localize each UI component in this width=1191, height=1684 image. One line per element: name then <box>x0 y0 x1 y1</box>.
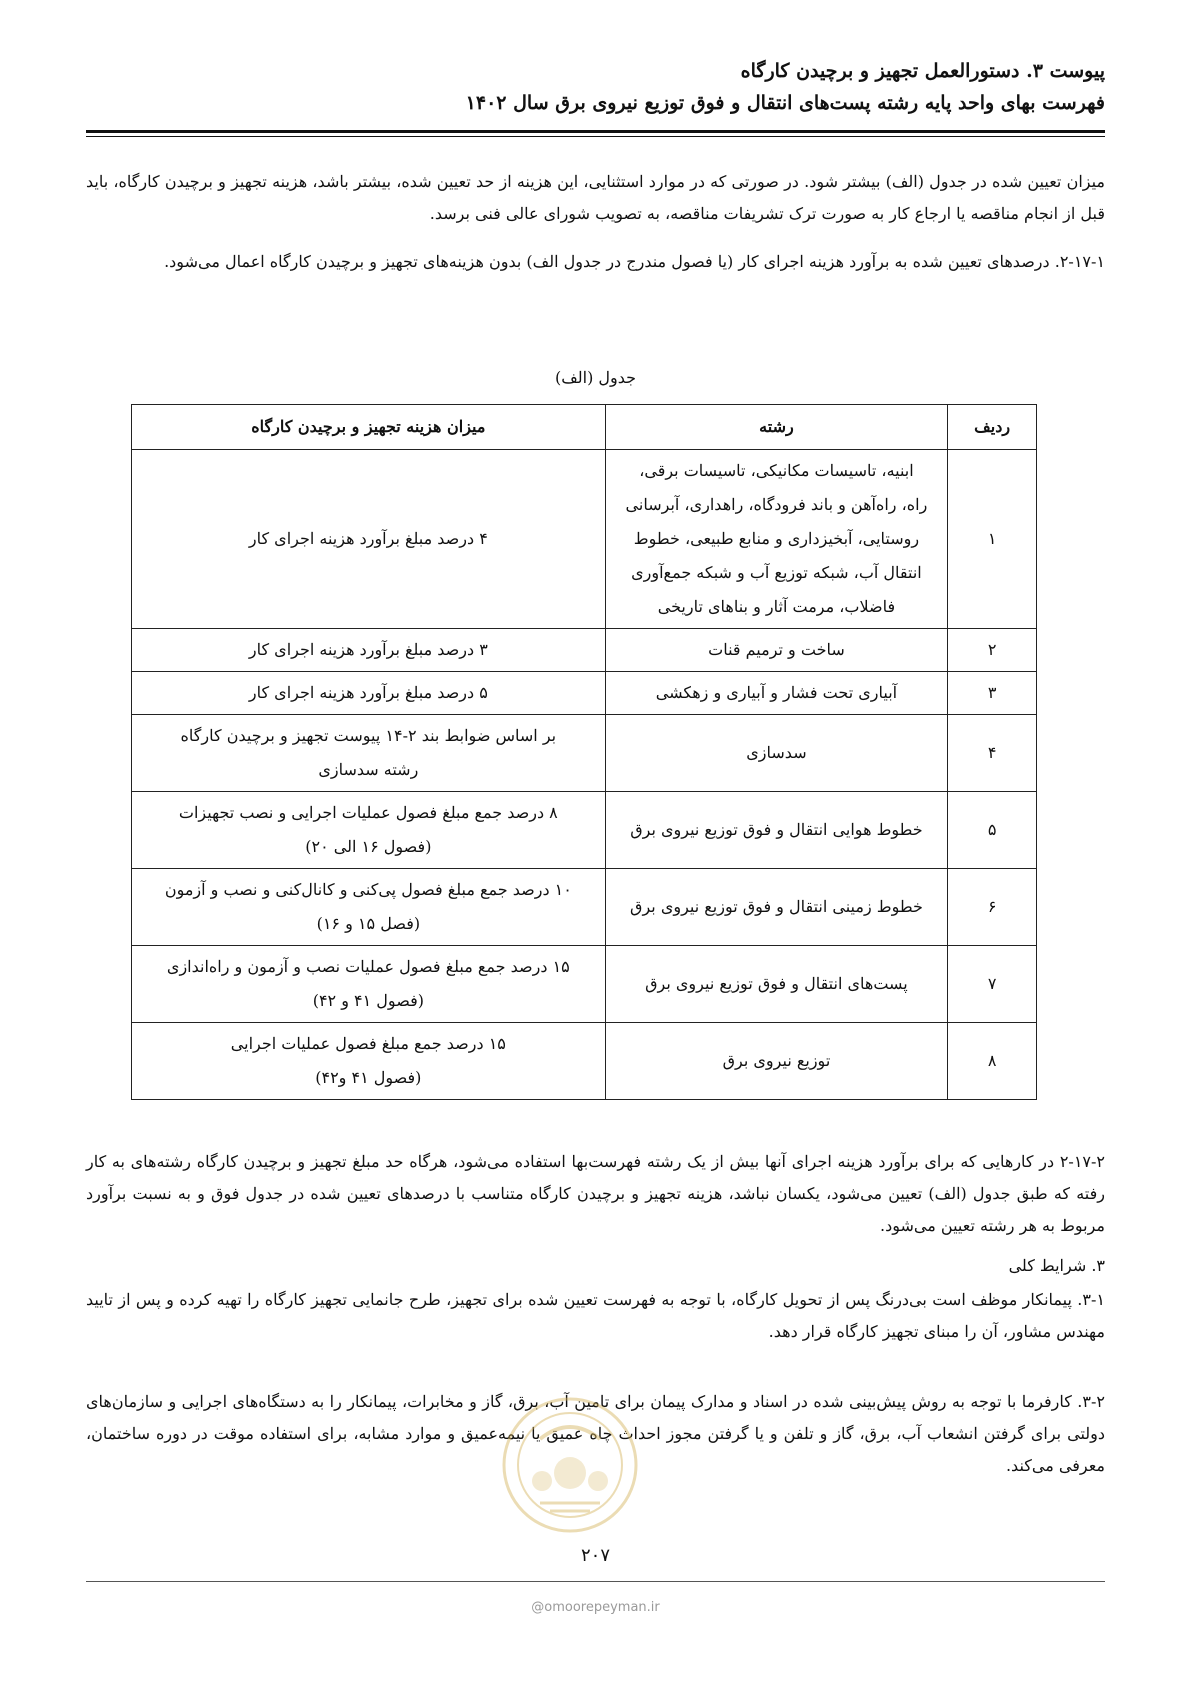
table-row <box>132 869 1037 946</box>
row-number-cell: ۷ <box>948 946 1037 1023</box>
cost-line: (فصول ۴۱ و ۴۲) <box>312 991 424 1010</box>
cost-cell <box>132 450 606 629</box>
cost-line: ۵ درصد مبلغ برآورد هزینه اجرای کار <box>248 683 488 702</box>
field-line: روستایی، آبخیزداری و منابع طبیعی، خطوط <box>633 529 920 548</box>
header-rule-thick <box>86 130 1105 133</box>
cost-line: ۱۰ درصد جمع مبلغ فصول پی‌کنی و کانال‌کنی و نصب و آزمون <box>164 880 572 899</box>
seal-stamp-icon <box>500 1395 640 1535</box>
header-title: پیوست ۳. دستورالعمل تجهیز و برچیدن کارگاه <box>740 60 1105 82</box>
page-number: ۲۰۷ <box>580 1545 610 1566</box>
field-line: توزیع نیروی برق <box>722 1051 831 1070</box>
paragraph-2-17-2: ۲-۱۷-۲ در کارهایی که برای برآورد هزینه اجرای آنها بیش از یک رشته فهرست‌بها استفاده می‌شود، هرگاه حد مبلغ تجهیز و برچیدن کارگاه رشته‌های به کار رفته که طبق جدول (الف) تعیین می‌شود، یکسان نباشد، هزینه تجهیز و برچیدن کارگاه متناسب با درصدهای تعیین شده در جدول فوق و به نسبت برآورد مربوط به هر رشته تعیین می‌شود. <box>86 1152 1105 1235</box>
header-cost: میزان هزینه تجهیز و برچیدن کارگاه <box>132 405 606 450</box>
cost-line: رشته سدسازی <box>318 760 419 779</box>
cost-cell <box>132 869 606 946</box>
cost-table <box>131 404 1037 1100</box>
field-cell <box>605 672 948 715</box>
field-line: خطوط زمینی انتقال و فوق توزیع نیروی برق <box>630 897 923 916</box>
row-number-cell: ۱ <box>948 450 1037 629</box>
field-cell <box>605 869 948 946</box>
row-number-cell: ۵ <box>948 792 1037 869</box>
cost-line: ۴ درصد مبلغ برآورد هزینه اجرای کار <box>248 529 488 548</box>
row-number-cell: ۳ <box>948 672 1037 715</box>
paragraph-3-2: ۳-۲. کارفرما با توجه به روش پیش‌بینی شده در اسناد و مدارک پیمان برای تامین آب، برق، گاز و مخابرات، پیمانکار را به دستگاه‌های اجرایی و سازمان‌های دولتی برای گرفتن انشعاب آب، برق، گاز و تلفن و یا گرفتن مجوز احداث چاه عمیق یا نیمه‌عمیق و موارد مشابه، برای استفاده موقت در دوره ساختمان، معرفی می‌کند. <box>86 1392 1105 1475</box>
row-number-cell: ۶ <box>948 869 1037 946</box>
paragraph-3-1: ۳-۱. پیمانکار موظف است بی‌درنگ پس از تحویل کارگاه، با توجه به فهرست تعیین شده برای تجهیز، طرح جانمایی تجهیز کارگاه را تهیه کرده و پس از تایید مهندس مشاور، آن را مبنای تجهیز کارگاه قرار دهد. <box>86 1290 1105 1341</box>
table-row <box>132 672 1037 715</box>
table-row <box>132 450 1037 629</box>
field-line: خطوط هوایی انتقال و فوق توزیع نیروی برق <box>630 820 923 839</box>
field-line: پست‌های انتقال و فوق توزیع نیروی برق <box>645 974 908 993</box>
field-cell <box>605 1023 948 1100</box>
table-row <box>132 792 1037 869</box>
row-number-cell: ۲ <box>948 629 1037 672</box>
cost-cell <box>132 1023 606 1100</box>
paragraph-2-17-1: ۲-۱۷-۱. درصدهای تعیین شده به برآورد هزینه اجرای کار (یا فصول مندرج در جدول الف) بدون هزینه‌های تجهیز و برچیدن کارگاه اعمال می‌شود. <box>164 252 1105 271</box>
paragraph-continuation: میزان تعیین شده در جدول (الف) بیشتر شود. در صورتی که در موارد استثنایی، این هزینه از حد تعیین شده، بیشتر باشد، هزینه تجهیز و برچیدن کارگاه، باید قبل از انجام مناقصه یا ارجاع کار به صورت ترک تشریفات مناقصه، به تصویب شورای عالی فنی برسد. <box>86 172 1105 223</box>
field-cell <box>605 946 948 1023</box>
watermark-text: @omoorepeyman.ir <box>531 1600 660 1615</box>
cost-line: (فصل ۱۵ و ۱۶) <box>316 914 421 933</box>
field-cell <box>605 715 948 792</box>
cost-line: (فصول ۱۶ الی ۲۰) <box>305 837 432 856</box>
section-heading: ۳. شرایط کلی <box>1008 1256 1105 1275</box>
field-line: فاضلاب، مرمت آثار و بناهای تاریخی <box>657 597 896 616</box>
field-line: انتقال آب، شبکه توزیع آب و شبکه جمع‌آوری <box>631 563 922 582</box>
field-line: سدسازی <box>746 743 807 762</box>
field-cell <box>605 792 948 869</box>
row-number-cell: ۴ <box>948 715 1037 792</box>
cost-cell <box>132 946 606 1023</box>
header-row-number: ردیف <box>948 405 1037 450</box>
cost-line: (فصول ۴۱ و۴۲) <box>315 1068 422 1087</box>
table-row <box>132 629 1037 672</box>
cost-line: ۳ درصد مبلغ برآورد هزینه اجرای کار <box>248 640 488 659</box>
cost-cell <box>132 629 606 672</box>
table-row <box>132 1023 1037 1100</box>
header-rule-thin <box>86 136 1105 137</box>
cost-line: بر اساس ضوابط بند ۲-۱۴ پیوست تجهیز و برچیدن کارگاه <box>180 726 557 745</box>
field-line: ساخت و ترمیم قنات <box>708 640 845 659</box>
table-caption: جدول (الف) <box>554 368 637 387</box>
header-subtitle: فهرست بهای واحد پایه رشته پست‌های انتقال و فوق توزیع نیروی برق سال ۱۴۰۲ <box>465 92 1105 114</box>
cost-cell <box>132 792 606 869</box>
table-header-row <box>132 405 1037 450</box>
field-line: آبیاری تحت فشار و آبیاری و زهکشی <box>655 683 898 702</box>
footer-rule <box>86 1581 1105 1582</box>
field-line: ابنیه، تاسیسات مکانیکی، تاسیسات برقی، <box>639 461 914 480</box>
header-field: رشته <box>605 405 948 450</box>
table-row <box>132 715 1037 792</box>
field-line: راه، راه‌آهن و باند فرودگاه، راهداری، آبرسانی <box>625 495 928 514</box>
cost-line: ۸ درصد جمع مبلغ فصول عملیات اجرایی و نصب تجهیزات <box>178 803 558 822</box>
cost-cell <box>132 672 606 715</box>
table-body <box>132 450 1037 1100</box>
cost-cell <box>132 715 606 792</box>
cost-line: ۱۵ درصد جمع مبلغ فصول عملیات نصب و آزمون و راه‌اندازی <box>166 957 570 976</box>
page-header <box>86 56 1105 120</box>
field-cell <box>605 629 948 672</box>
field-cell <box>605 450 948 629</box>
table-row <box>132 946 1037 1023</box>
row-number-cell: ۸ <box>948 1023 1037 1100</box>
cost-line: ۱۵ درصد جمع مبلغ فصول عملیات اجرایی <box>230 1034 506 1053</box>
